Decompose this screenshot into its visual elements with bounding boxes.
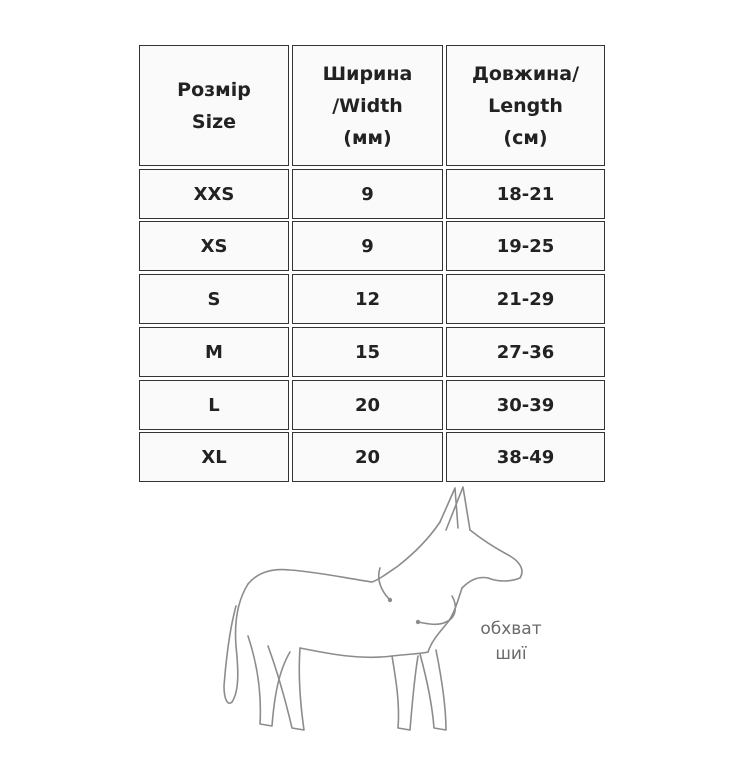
row-s-width: 12 bbox=[292, 274, 443, 324]
row-m-width: 15 bbox=[292, 327, 443, 377]
row-xl-width: 20 bbox=[292, 432, 443, 482]
row-s-size: S bbox=[139, 274, 289, 324]
row-xxs-size: XXS bbox=[139, 169, 289, 219]
header-width-line2: /Width bbox=[332, 94, 403, 117]
header-width-line1: Ширина bbox=[322, 62, 413, 85]
row-xxs-width: 9 bbox=[292, 169, 443, 219]
neck-caption-line2: шиї bbox=[495, 644, 527, 664]
row-m-length: 27-36 bbox=[446, 327, 605, 377]
header-length-line2: Length bbox=[488, 94, 563, 117]
row-l-length: 30-39 bbox=[446, 380, 605, 430]
row-xl-size: XL bbox=[139, 432, 289, 482]
header-length-line3: (см) bbox=[503, 126, 548, 149]
row-xxs-length: 18-21 bbox=[446, 169, 605, 219]
header-size-line1: Розмір bbox=[177, 78, 251, 101]
row-xl-length: 38-49 bbox=[446, 432, 605, 482]
header-width-line3: (мм) bbox=[343, 126, 392, 149]
row-l-width: 20 bbox=[292, 380, 443, 430]
row-xs-width: 9 bbox=[292, 221, 443, 271]
neck-caption-line1: обхват bbox=[480, 619, 542, 639]
row-m-size: M bbox=[139, 327, 289, 377]
row-xs-length: 19-25 bbox=[446, 221, 605, 271]
row-s-length: 21-29 bbox=[446, 274, 605, 324]
row-l-size: L bbox=[139, 380, 289, 430]
row-xs-size: XS bbox=[139, 221, 289, 271]
header-length-line1: Довжина/ bbox=[471, 62, 580, 85]
header-size-line2: Size bbox=[191, 110, 237, 133]
